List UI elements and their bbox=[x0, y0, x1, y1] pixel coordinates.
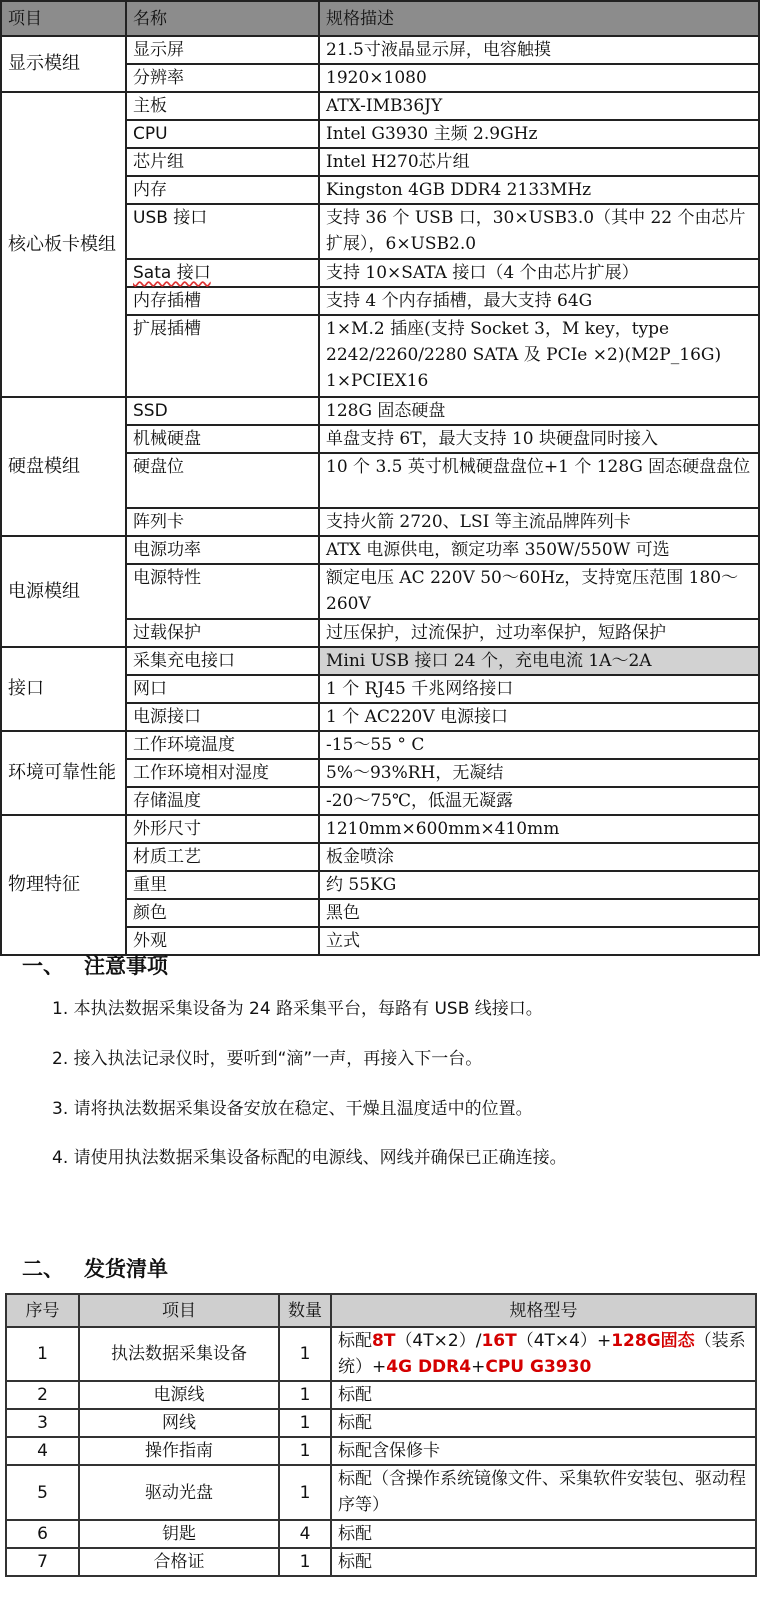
group-core-board: 核心板卡模组 bbox=[1, 92, 126, 397]
cell-qty: 1 bbox=[279, 1437, 331, 1465]
row-name: 工作环境温度 bbox=[126, 731, 319, 759]
row-name: 硬盘位 bbox=[126, 453, 319, 508]
header-item: 项目 bbox=[79, 1294, 279, 1327]
cell-item: 钥匙 bbox=[79, 1520, 279, 1548]
cell-no: 1 bbox=[6, 1327, 79, 1381]
table-row bbox=[6, 1327, 756, 1381]
cell-no: 5 bbox=[6, 1465, 79, 1520]
row-desc: 支持 36 个 USB 口，30×USB3.0（其中 22 个由芯片扩展），6×USB2.0 bbox=[319, 204, 759, 259]
cell-item: 网线 bbox=[79, 1409, 279, 1437]
table-row bbox=[6, 1409, 756, 1437]
cell-no: 2 bbox=[6, 1381, 79, 1409]
table-row bbox=[1, 647, 759, 675]
row-desc: 128G 固态硬盘 bbox=[319, 397, 759, 425]
cell-spec: 标配含保修卡 bbox=[331, 1437, 756, 1465]
shipping-header-row bbox=[6, 1294, 756, 1327]
row-name: 网口 bbox=[126, 675, 319, 703]
header-no: 序号 bbox=[6, 1294, 79, 1327]
section-title: 发货清单 bbox=[84, 1257, 168, 1281]
row-desc: Kingston 4GB DDR4 2133MHz bbox=[319, 176, 759, 204]
row-name: 电源特性 bbox=[126, 564, 319, 619]
spec-highlight: 16T bbox=[481, 1331, 517, 1351]
cell-qty: 1 bbox=[279, 1409, 331, 1437]
row-desc: 过压保护，过流保护，过功率保护，短路保护 bbox=[319, 619, 759, 647]
cell-no: 6 bbox=[6, 1520, 79, 1548]
row-desc: 立式 bbox=[319, 927, 759, 955]
row-name: 材质工艺 bbox=[126, 843, 319, 871]
row-name: 内存 bbox=[126, 176, 319, 204]
row-desc: 单盘支持 6T，最大支持 10 块硬盘同时接入 bbox=[319, 425, 759, 453]
row-desc-highlighted: Mini USB 接口 24 个，充电电流 1A～2A bbox=[319, 647, 759, 675]
cell-no: 7 bbox=[6, 1548, 79, 1576]
row-desc: 21.5寸液晶显示屏，电容触摸 bbox=[319, 36, 759, 64]
spec-highlight: CPU G3930 bbox=[485, 1357, 592, 1377]
cell-item: 操作指南 bbox=[79, 1437, 279, 1465]
row-desc: 约 55KG bbox=[319, 871, 759, 899]
cell-qty: 4 bbox=[279, 1520, 331, 1548]
row-name: 扩展插槽 bbox=[126, 315, 319, 397]
table-row bbox=[1, 731, 759, 759]
header-item: 项目 bbox=[1, 1, 126, 36]
cell-qty: 1 bbox=[279, 1465, 331, 1520]
cell-spec bbox=[331, 1327, 756, 1381]
cell-spec: 标配 bbox=[331, 1381, 756, 1409]
table-row bbox=[1, 536, 759, 564]
spec-text: （4T×4）+ bbox=[516, 1331, 612, 1351]
row-desc: 5%～93%RH，无凝结 bbox=[319, 759, 759, 787]
cell-item: 电源线 bbox=[79, 1381, 279, 1409]
spec-highlight: 4G DDR4 bbox=[386, 1357, 472, 1377]
note-item: 2. 接入执法记录仪时，要听到“滴”一声，再接入下一台。 bbox=[52, 1049, 483, 1069]
spec-highlight: 8T bbox=[372, 1331, 396, 1351]
cell-item: 执法数据采集设备 bbox=[79, 1327, 279, 1381]
header-desc: 规格描述 bbox=[319, 1, 759, 36]
table-row bbox=[6, 1437, 756, 1465]
row-desc: 支持 10×SATA 接口（4 个由芯片扩展） bbox=[319, 259, 759, 287]
section-number: 二、 bbox=[22, 1257, 64, 1281]
header-qty: 数量 bbox=[279, 1294, 331, 1327]
note-item: 4. 请使用执法数据采集设备标配的电源线、网线并确保已正确连接。 bbox=[52, 1148, 567, 1168]
spec-text: （装系统）+ bbox=[338, 1331, 746, 1377]
row-desc: 1 个 AC220V 电源接口 bbox=[319, 703, 759, 731]
table-row bbox=[6, 1520, 756, 1548]
row-name: 内存插槽 bbox=[126, 287, 319, 315]
cell-spec: 标配 bbox=[331, 1409, 756, 1437]
row-name: USB 接口 bbox=[126, 204, 319, 259]
group-power: 电源模组 bbox=[1, 536, 126, 647]
group-display: 显示模组 bbox=[1, 36, 126, 92]
spec-text: + bbox=[471, 1357, 486, 1377]
row-desc: 1210mm×600mm×410mm bbox=[319, 815, 759, 843]
cell-no: 4 bbox=[6, 1437, 79, 1465]
cell-qty: 1 bbox=[279, 1548, 331, 1576]
table-row bbox=[1, 36, 759, 64]
section-number: 一、 bbox=[22, 954, 64, 978]
table-row bbox=[1, 397, 759, 425]
row-desc: 支持火箭 2720、LSI 等主流品牌阵列卡 bbox=[319, 508, 759, 536]
row-name: 过载保护 bbox=[126, 619, 319, 647]
row-name: 存储温度 bbox=[126, 787, 319, 815]
cell-qty: 1 bbox=[279, 1381, 331, 1409]
shipping-heading bbox=[22, 1253, 168, 1283]
group-disk: 硬盘模组 bbox=[1, 397, 126, 536]
cell-spec: 标配 bbox=[331, 1548, 756, 1576]
table-row bbox=[1, 92, 759, 120]
row-desc: 支持 4 个内存插槽，最大支持 64G bbox=[319, 287, 759, 315]
table-row bbox=[6, 1381, 756, 1409]
row-desc: 1×M.2 插座(支持 Socket 3，M key，type 2242/2260/2280 SATA 及 PCIe ×2)(M2P_16G) 1×PCIEX16 bbox=[319, 315, 759, 397]
section-title: 注意事项 bbox=[84, 954, 168, 978]
row-name: 外观 bbox=[126, 927, 319, 955]
header-spec: 规格型号 bbox=[331, 1294, 756, 1327]
row-name: CPU bbox=[126, 120, 319, 148]
header-name: 名称 bbox=[126, 1, 319, 36]
row-name: 采集充电接口 bbox=[126, 647, 319, 675]
row-desc: -20～75℃，低温无凝露 bbox=[319, 787, 759, 815]
cell-no: 3 bbox=[6, 1409, 79, 1437]
row-desc: 1920×1080 bbox=[319, 64, 759, 92]
row-desc: 10 个 3.5 英寸机械硬盘盘位+1 个 128G 固态硬盘盘位 bbox=[319, 453, 759, 508]
shipping-table bbox=[5, 1293, 757, 1577]
group-interface: 接口 bbox=[1, 647, 126, 731]
row-desc: 黑色 bbox=[319, 899, 759, 927]
row-name: 分辨率 bbox=[126, 64, 319, 92]
spec-header-row bbox=[1, 1, 759, 36]
table-row bbox=[6, 1465, 756, 1520]
cell-spec: 标配（含操作系统镜像文件、采集软件安装包、驱动程序等） bbox=[331, 1465, 756, 1520]
cell-spec: 标配 bbox=[331, 1520, 756, 1548]
cell-qty: 1 bbox=[279, 1327, 331, 1381]
note-item: 3. 请将执法数据采集设备安放在稳定、干燥且温度适中的位置。 bbox=[52, 1099, 533, 1119]
cell-item: 驱动光盘 bbox=[79, 1465, 279, 1520]
row-name: SSD bbox=[126, 397, 319, 425]
spec-text: 标配 bbox=[338, 1331, 372, 1351]
spec-text: （4T×2）/ bbox=[395, 1331, 482, 1351]
row-name: 主板 bbox=[126, 92, 319, 120]
note-item: 1. 本执法数据采集设备为 24 路采集平台，每路有 USB 线接口。 bbox=[52, 999, 543, 1019]
row-name bbox=[126, 259, 319, 287]
spec-highlight: 128G固态 bbox=[611, 1331, 695, 1351]
row-desc: ATX 电源供电，额定功率 350W/550W 可选 bbox=[319, 536, 759, 564]
notes-heading bbox=[22, 950, 168, 980]
group-environment: 环境可靠性能 bbox=[1, 731, 126, 815]
row-name: 外形尺寸 bbox=[126, 815, 319, 843]
row-desc: 1 个 RJ45 千兆网络接口 bbox=[319, 675, 759, 703]
row-name: 电源接口 bbox=[126, 703, 319, 731]
row-name: 阵列卡 bbox=[126, 508, 319, 536]
row-name: 芯片组 bbox=[126, 148, 319, 176]
row-name: 机械硬盘 bbox=[126, 425, 319, 453]
cell-item: 合格证 bbox=[79, 1548, 279, 1576]
group-physical: 物理特征 bbox=[1, 815, 126, 955]
row-desc: ATX-IMB36JY bbox=[319, 92, 759, 120]
row-name: 工作环境相对湿度 bbox=[126, 759, 319, 787]
row-desc: -15～55 ° C bbox=[319, 731, 759, 759]
row-desc: 板金喷涂 bbox=[319, 843, 759, 871]
table-row bbox=[6, 1548, 756, 1576]
row-name: 颜色 bbox=[126, 899, 319, 927]
row-name: 电源功率 bbox=[126, 536, 319, 564]
row-desc: 额定电压 AC 220V 50～60Hz，支持宽压范围 180～260V bbox=[319, 564, 759, 619]
table-row bbox=[1, 815, 759, 843]
row-desc: Intel G3930 主频 2.9GHz bbox=[319, 120, 759, 148]
row-name: 重里 bbox=[126, 871, 319, 899]
row-desc: Intel H270芯片组 bbox=[319, 148, 759, 176]
row-name: 显示屏 bbox=[126, 36, 319, 64]
spellcheck-squiggle: Sata 接口 bbox=[133, 263, 211, 283]
